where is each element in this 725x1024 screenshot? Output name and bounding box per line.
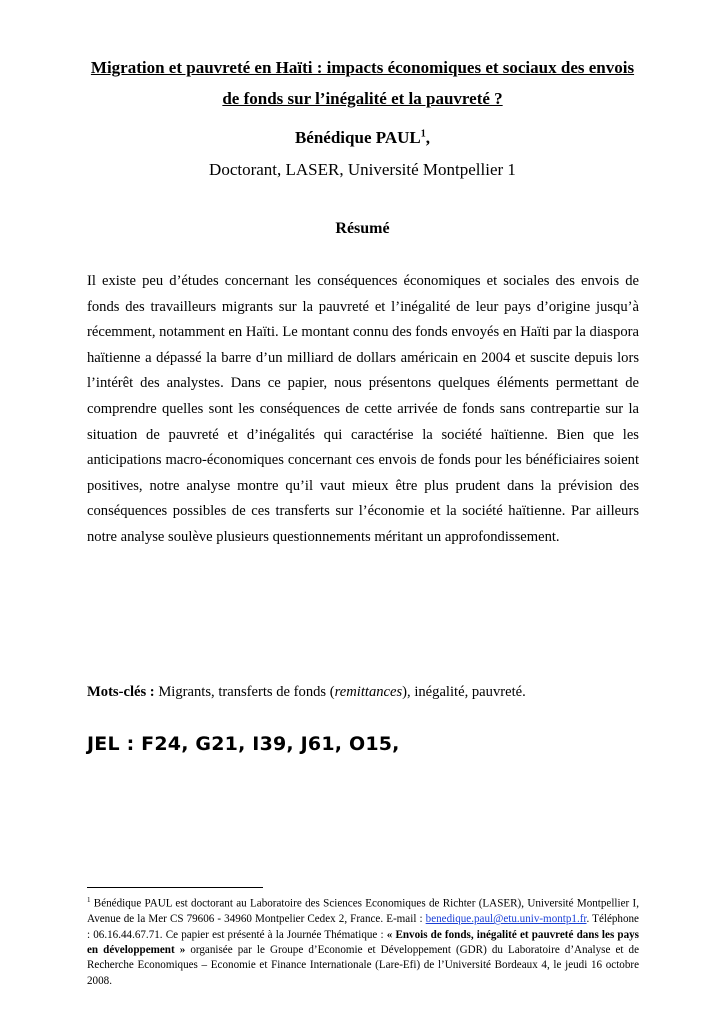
footnote-part-3: organisée par le Groupe d’Economie et Développement (GDR) du Laboratoire d’Analyse et de Recherche Economiques – Economie et Finance Internationale (Lare-Efi) de l’Université Bordeaux 4, le jeudi 16 octobre 2008.: [87, 943, 639, 987]
author-line: [0, 128, 725, 148]
author-footnote-mark: 1: [420, 128, 426, 140]
paper-title: [80, 52, 645, 114]
title-line-1: Migration et pauvreté en Haïti : impacts économiques et sociaux des envois: [90, 58, 635, 77]
author-name: Bénédique PAUL: [294, 128, 421, 147]
footnote-event-title: « Envois de fonds, inégalité et pauvreté dans les pays en développement »: [87, 928, 639, 956]
author-affiliation: Doctorant, LASER, Université Montpellier 1: [209, 160, 516, 179]
footnote-part-1: Bénédique PAUL est doctorant au Laboratoire des Sciences Economiques de Richter (LASER), Université Montpellier I, Avenue de la Mer CS 79606 - 34960 Montpelier Cedex 2, France. E-mail :: [87, 897, 639, 926]
jel-codes: JEL : F24, G21, I39, J61, O15,: [87, 733, 400, 755]
author-suffix: ,: [425, 128, 431, 147]
keywords-italic: remittances: [334, 684, 403, 700]
abstract-text: Il existe peu d’études concernant les conséquences économiques et sociales des envois de fonds des travailleurs migrants sur la pauvreté et l’inégalité de leur pays d’origine jusqu’à récemment, notamment en Haïti. Le montant connu des fonds envoyés en Haïti par la diaspora haïtienne a dépassé la barre d’un milliard de dollars américain en 2004 et suscite depuis lors l’intérêt des analystes. Dans ce papier, nous présentons quelques éléments permettant de comprendre quelles sont les conséquences de cette arrivée de fonds sans contrepartie sur la situation de pauvreté et d’inégalités qui caractérise la société haïtienne. Bien que les anticipations macro-économiques concernant ces envois de fonds pour les bénéficiaires soient positives, notre analyse montre qu’il vaut mieux être plus prudent dans la prévision des conséquences possibles de ces transferts sur l’économie et la société haïtienne. Par ailleurs notre analyse soulève plusieurs questionnements méritant un approfondissement.: [87, 273, 639, 545]
footnote-email-link[interactable]: benedique.paul@etu.univ-montp1.fr: [425, 913, 587, 926]
keywords-label: Mots-clés :: [87, 684, 155, 700]
footnote: [87, 893, 639, 989]
abstract-heading: Résumé: [335, 220, 390, 237]
footnote-part-2: . Téléphone : 06.16.44.67.71. Ce papier est présenté à la Journée Thématique :: [87, 913, 639, 941]
footnote-divider: [87, 887, 263, 888]
footnote-mark: 1: [87, 896, 91, 904]
keywords-after: ), inégalité, pauvreté.: [402, 684, 526, 700]
keywords-line: [87, 684, 639, 701]
title-line-2: de fonds sur l’inégalité et la pauvreté ?: [222, 89, 503, 108]
keywords-before: Migrants, transferts de fonds (: [154, 684, 335, 700]
